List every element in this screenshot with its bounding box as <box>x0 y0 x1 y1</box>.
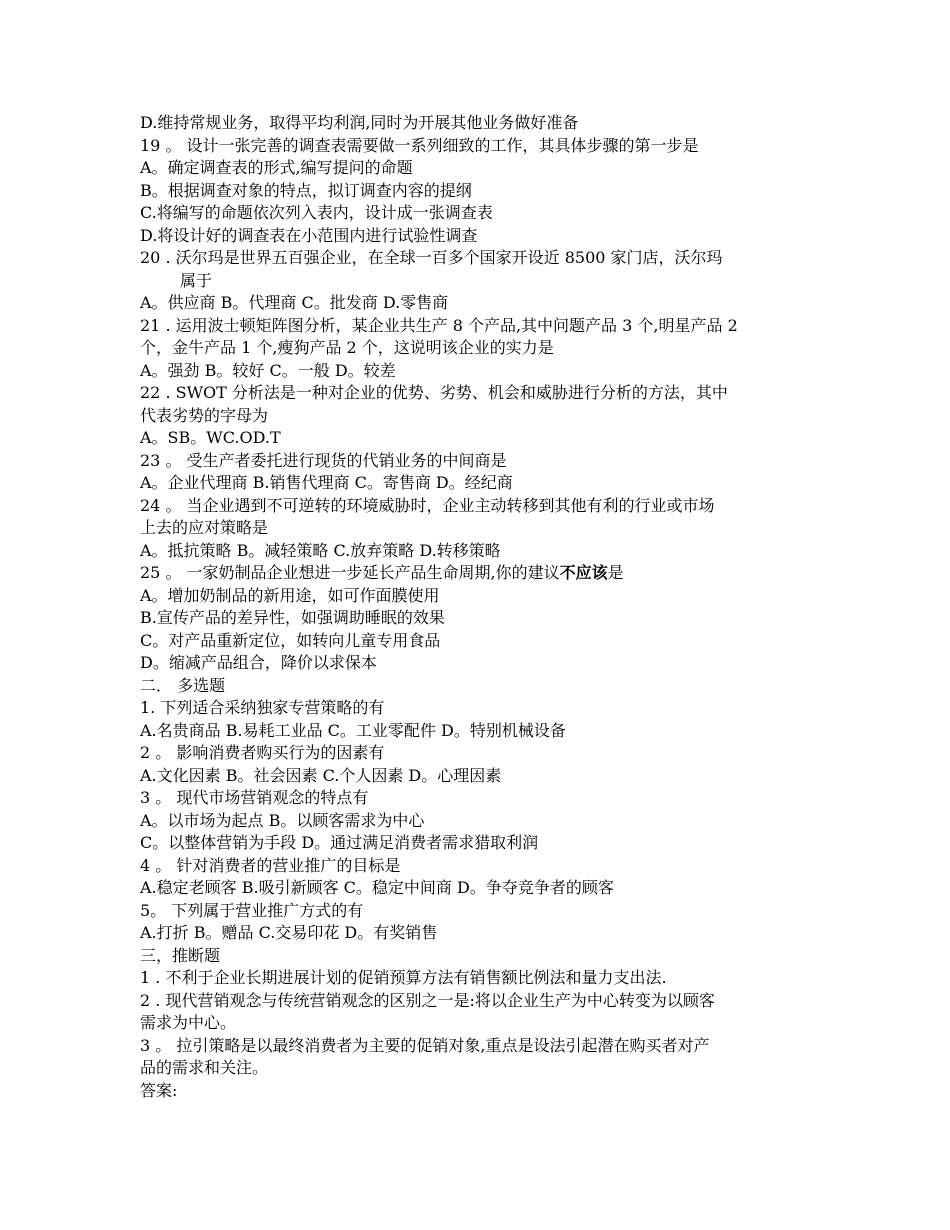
judgment-3-continuation: 品的需求和关注。 <box>140 1058 269 1077</box>
judgment-1: 1 . 不利于企业长期进展计划的促销预算方法有销售额比例法和量力支出法. <box>140 968 667 987</box>
answers-label: 答案: <box>140 1080 178 1100</box>
question-21: 21 . 运用波士顿矩阵图分析，某企业共生产 8 个产品,其中问题产品 3 个,明星产品 2 <box>140 315 738 335</box>
options-q21: A。强劲 B。较好 C。一般 D。较差 <box>140 360 396 380</box>
emphasis-text: 不应该 <box>559 563 608 582</box>
question-22-continuation: 代表劣势的字母为 <box>140 405 269 425</box>
option-b-q19: B。根据调查对象的特点，拟订调查内容的提纲 <box>140 180 472 200</box>
mc-question-5: 5。 下列属于营业推广方式的有 <box>140 900 364 920</box>
mc-question-3: 3 。 现代市场营销观念的特点有 <box>140 788 369 807</box>
option-a-q25: A。增加奶制品的新用途，如可作面膜使用 <box>140 585 440 605</box>
mc-question-1: 1. 下列适合采纳独家专营策略的有 <box>140 698 385 717</box>
mc-options-3a: A。以市场为起点 B。以顾客需求为中心 <box>140 810 425 830</box>
section-heading-judgment: 三，推断题 <box>140 945 221 965</box>
judgment-2-continuation: 需求为中心。 <box>140 1013 237 1032</box>
question-21-continuation: 个，金牛产品 1 个,瘦狗产品 2 个，这说明该企业的实力是 <box>140 338 554 357</box>
question-23: 23 。 受生产者委托进行现货的代销业务的中间商是 <box>140 450 507 470</box>
question-22: 22 . SWOT 分析法是一种对企业的优势、劣势、机会和威胁进行分析的方法，其中 <box>140 383 728 402</box>
document-body <box>140 112 820 1102</box>
options-q24: A。抵抗策略 B。减轻策略 C.放弃策略 D.转移策略 <box>140 540 501 560</box>
options-q22: A。SB。WC.OD.T <box>140 428 281 447</box>
question-20-continuation: 属于 <box>180 270 213 290</box>
options-q20: A。供应商 B。代理商 C。批发商 D.零售商 <box>140 293 449 312</box>
option-c-q25: C。对产品重新定位，如转向儿童专用食品 <box>140 630 441 650</box>
mc-options-1: A.名贵商品 B.易耗工业品 C。工业零配件 D。特别机械设备 <box>140 720 566 740</box>
question-24-continuation: 上去的应对策略是 <box>140 518 269 537</box>
question-24: 24 。 当企业遇到不可逆转的环境威胁时，企业主动转移到其他有利的行业或市场 <box>140 495 715 515</box>
option-a-q19: A。确定调查表的形式,编写提问的命题 <box>140 158 413 177</box>
option-c-q19: C.将编写的命题依次列入表内，设计成一张调查表 <box>140 203 493 222</box>
section-heading-multiple-choice: 二． 多选题 <box>140 675 226 695</box>
mc-question-2: 2 。 影响消费者购买行为的因素有 <box>140 743 385 762</box>
mc-options-5: A.打折 B。赠品 C.交易印花 D。有奖销售 <box>140 923 438 942</box>
mc-options-2: A.文化因素 B。社会因素 C.个人因素 D。心理因素 <box>140 765 502 785</box>
judgment-2: 2 . 现代营销观念与传统营销观念的区别之一是:将以企业生产为中心转变为以顾客 <box>140 990 715 1010</box>
options-q23: A。企业代理商 B.销售代理商 C。寄售商 D。经纪商 <box>140 473 513 492</box>
mc-options-4: A.稳定老顾客 B.吸引新顾客 C。稳定中间商 D。争夺竞争者的顾客 <box>140 878 614 897</box>
question-25-text: 25 。 一家奶制品企业想进一步延长产品生命周期,你的建议 <box>140 563 560 582</box>
option-d-q19: D.将设计好的调查表在小范围内进行试验性调查 <box>140 225 478 245</box>
mc-options-3b: C。以整体营销为手段 D。通过满足消费者需求猎取利润 <box>140 833 539 852</box>
mc-question-4: 4 。 针对消费者的营业推广的目标是 <box>140 855 401 875</box>
question-25 <box>140 562 820 585</box>
option-d-q25: D。缩减产品组合，降价以求保本 <box>140 653 377 672</box>
option-b-q25: B.宣传产品的差异性，如强调助睡眠的效果 <box>140 608 445 627</box>
question-19: 19 。 设计一张完善的调查表需要做一系列细致的工作，其具体步骤的第一步是 <box>140 135 699 155</box>
option-d-q18: D.维持常规业务，取得平均利润,同时为开展其他业务做好准备 <box>140 113 579 132</box>
judgment-3: 3 。 拉引策略是以最终消费者为主要的促销对象,重点是设法引起潜在购买者对产 <box>140 1035 710 1055</box>
question-25-tail: 是 <box>607 563 624 582</box>
question-20: 20 . 沃尔玛是世界五百强企业，在全球一百多个国家开设近 8500 家门店，沃尔玛 <box>140 248 723 267</box>
